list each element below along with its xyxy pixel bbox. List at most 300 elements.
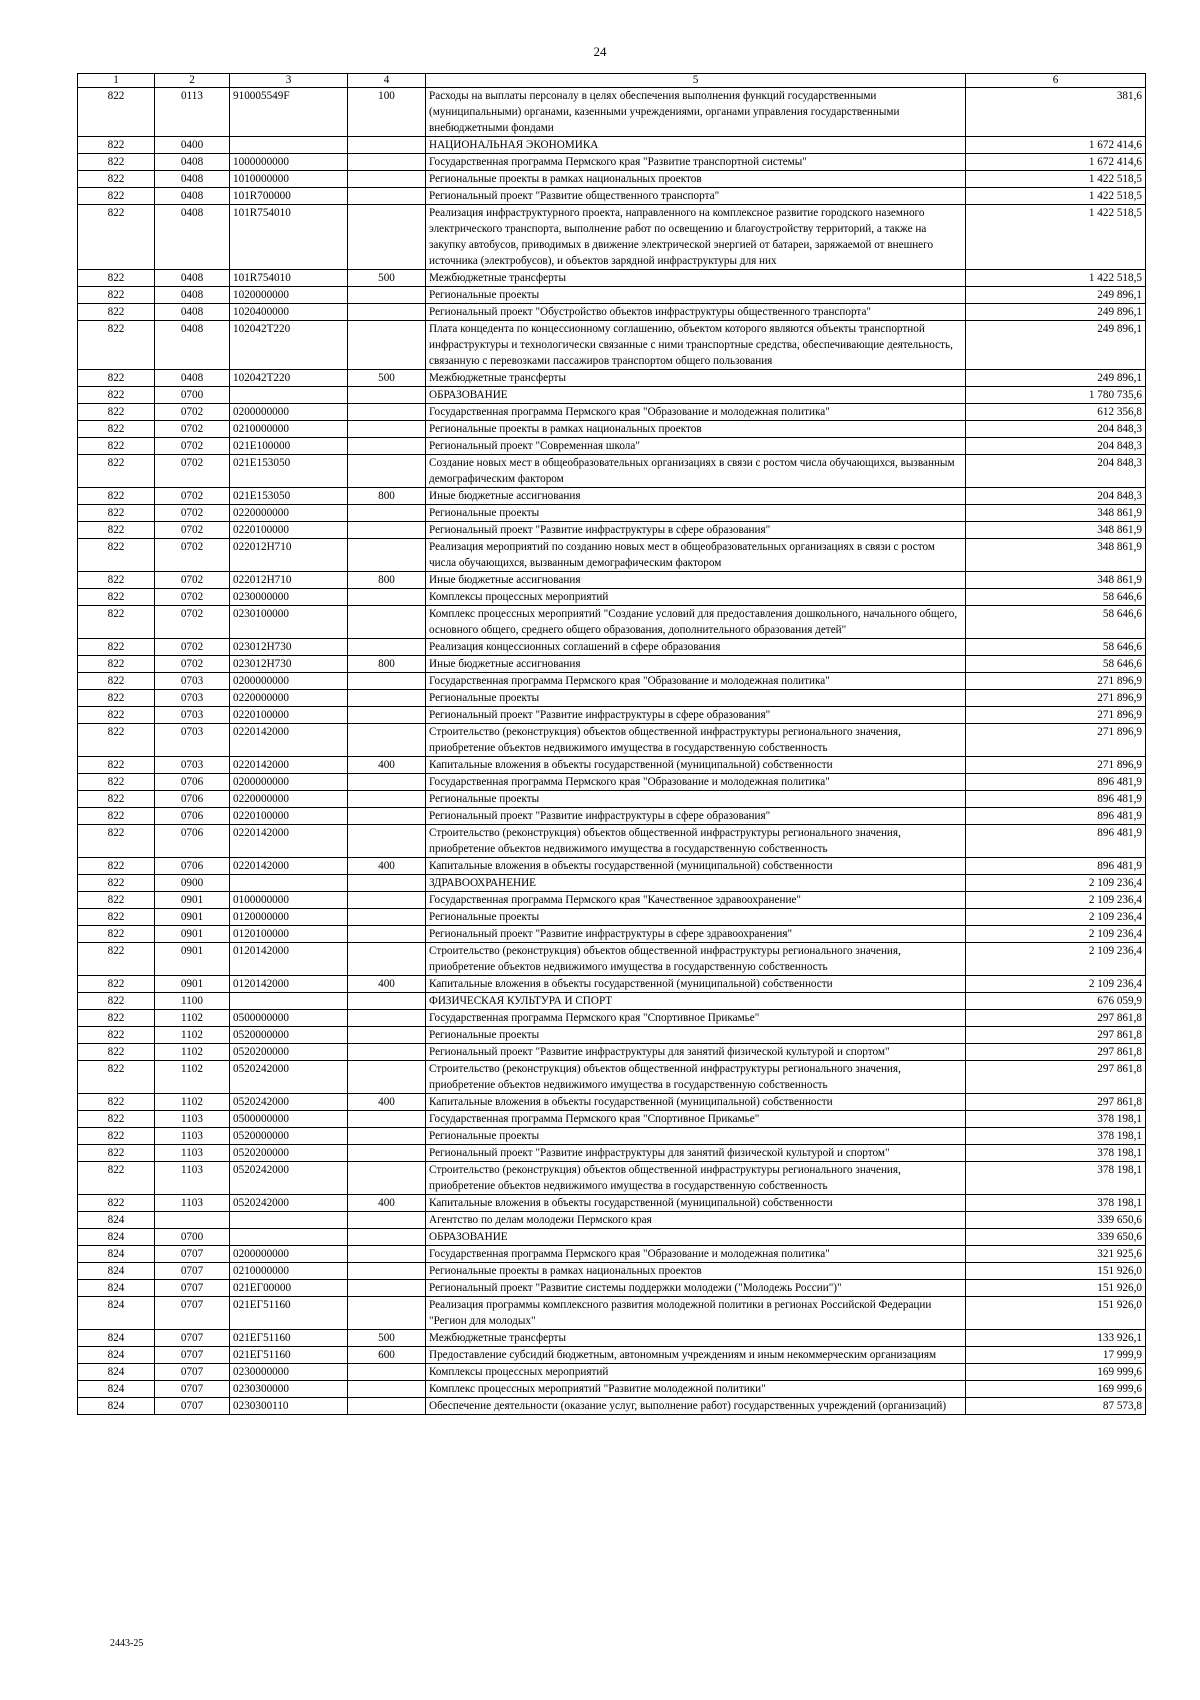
section-code-cell: 0901 <box>155 976 230 993</box>
ministry-code-cell: 822 <box>78 1162 155 1195</box>
ministry-code-cell: 822 <box>78 522 155 539</box>
expense-type-cell <box>348 993 426 1010</box>
ministry-code-cell: 824 <box>78 1297 155 1330</box>
ministry-code-cell: 822 <box>78 690 155 707</box>
ministry-code-cell: 822 <box>78 154 155 171</box>
expense-type-cell <box>348 188 426 205</box>
table-row <box>78 1297 1146 1330</box>
ministry-code-cell: 822 <box>78 976 155 993</box>
target-code-cell: 0200000000 <box>230 404 348 421</box>
description-cell: Государственная программа Пермского края "Образование и молодежная политика" <box>426 774 966 791</box>
expense-type-cell: 100 <box>348 88 426 137</box>
amount-cell: 1 422 518,5 <box>966 171 1146 188</box>
section-code-cell: 0703 <box>155 673 230 690</box>
target-code-cell: 101R700000 <box>230 188 348 205</box>
target-code-cell: 0220100000 <box>230 707 348 724</box>
table-row <box>78 205 1146 270</box>
target-code-cell: 0230000000 <box>230 589 348 606</box>
ministry-code-cell: 822 <box>78 387 155 404</box>
ministry-code-cell: 822 <box>78 188 155 205</box>
expense-type-cell <box>348 1027 426 1044</box>
ministry-code-cell: 822 <box>78 270 155 287</box>
target-code-cell: 021E100000 <box>230 438 348 455</box>
column-number-header: 6 <box>966 74 1146 88</box>
table-row <box>78 321 1146 370</box>
section-code-cell: 0702 <box>155 539 230 572</box>
section-code-cell: 1103 <box>155 1111 230 1128</box>
description-cell: Государственная программа Пермского края "Качественное здравоохранение" <box>426 892 966 909</box>
target-code-cell: 0520242000 <box>230 1061 348 1094</box>
target-code-cell: 0520200000 <box>230 1145 348 1162</box>
description-cell: Иные бюджетные ассигнования <box>426 488 966 505</box>
target-code-cell <box>230 137 348 154</box>
description-cell: Региональные проекты <box>426 287 966 304</box>
section-code-cell: 0408 <box>155 321 230 370</box>
section-code-cell: 0707 <box>155 1246 230 1263</box>
table-body <box>78 88 1146 1415</box>
description-cell: ФИЗИЧЕСКАЯ КУЛЬТУРА И СПОРТ <box>426 993 966 1010</box>
expense-type-cell <box>348 304 426 321</box>
description-cell: Строительство (реконструкция) объектов общественной инфраструктуры регионального значения, приобретение объектов недвижимого имущества в государственную собственность <box>426 943 966 976</box>
amount-cell: 169 999,6 <box>966 1381 1146 1398</box>
section-code-cell: 0706 <box>155 774 230 791</box>
ministry-code-cell: 822 <box>78 1010 155 1027</box>
ministry-code-cell: 822 <box>78 673 155 690</box>
section-code-cell: 0113 <box>155 88 230 137</box>
description-cell: ОБРАЗОВАНИЕ <box>426 1229 966 1246</box>
description-cell: Межбюджетные трансферты <box>426 1330 966 1347</box>
description-cell: Региональный проект "Развитие инфраструктуры в сфере здравоохранения" <box>426 926 966 943</box>
target-code-cell: 0520000000 <box>230 1027 348 1044</box>
document-code: 2443-25 <box>110 1638 144 1649</box>
amount-cell: 1 422 518,5 <box>966 270 1146 287</box>
expense-type-cell <box>348 639 426 656</box>
description-cell: Расходы на выплаты персоналу в целях обеспечения выполнения функций государственными (муниципальными) органами, казенными учреждениями, органами управления государственными внебюджетными фондами <box>426 88 966 137</box>
description-cell: Региональные проекты <box>426 505 966 522</box>
ministry-code-cell: 822 <box>78 639 155 656</box>
description-cell: Региональные проекты в рамках национальных проектов <box>426 421 966 438</box>
expense-type-cell <box>348 421 426 438</box>
description-cell: Региональные проекты в рамках национальных проектов <box>426 171 966 188</box>
target-code-cell: 1010000000 <box>230 171 348 188</box>
ministry-code-cell: 822 <box>78 757 155 774</box>
target-code-cell: 0220000000 <box>230 505 348 522</box>
ministry-code-cell: 822 <box>78 1094 155 1111</box>
section-code-cell: 0707 <box>155 1364 230 1381</box>
amount-cell: 1 422 518,5 <box>966 188 1146 205</box>
description-cell: Реализация программы комплексного развития молодежной политики в регионах Российской Федерации "Регион для молодых" <box>426 1297 966 1330</box>
section-code-cell: 0901 <box>155 943 230 976</box>
table-row <box>78 943 1146 976</box>
column-number-header: 5 <box>426 74 966 88</box>
expense-type-cell <box>348 287 426 304</box>
description-cell: Реализация концессионных соглашений в сфере образования <box>426 639 966 656</box>
section-code-cell: 1100 <box>155 993 230 1010</box>
description-cell: Региональный проект "Развитие инфраструктуры для занятий физической культурой и спортом" <box>426 1145 966 1162</box>
description-cell: Региональный проект "Развитие инфраструктуры в сфере образования" <box>426 808 966 825</box>
section-code-cell: 0702 <box>155 404 230 421</box>
ministry-code-cell: 824 <box>78 1263 155 1280</box>
ministry-code-cell: 822 <box>78 137 155 154</box>
section-code-cell: 0700 <box>155 1229 230 1246</box>
description-cell: Капитальные вложения в объекты государственной (муниципальной) собственности <box>426 1195 966 1212</box>
page-number: 24 <box>593 44 607 59</box>
target-code-cell: 0230100000 <box>230 606 348 639</box>
section-code-cell: 0702 <box>155 606 230 639</box>
amount-cell: 297 861,8 <box>966 1044 1146 1061</box>
section-code-cell: 0706 <box>155 825 230 858</box>
amount-cell: 1 672 414,6 <box>966 137 1146 154</box>
amount-cell: 58 646,6 <box>966 606 1146 639</box>
amount-cell: 339 650,6 <box>966 1229 1146 1246</box>
description-cell: Региональные проекты <box>426 1027 966 1044</box>
amount-cell: 2 109 236,4 <box>966 976 1146 993</box>
table-row <box>78 505 1146 522</box>
table-row <box>78 1010 1146 1027</box>
description-cell: Государственная программа Пермского края "Развитие транспортной системы" <box>426 154 966 171</box>
ministry-code-cell: 822 <box>78 774 155 791</box>
expense-type-cell <box>348 1061 426 1094</box>
amount-cell: 378 198,1 <box>966 1128 1146 1145</box>
section-code-cell: 0408 <box>155 370 230 387</box>
description-cell: Иные бюджетные ассигнования <box>426 656 966 673</box>
expense-type-cell: 500 <box>348 1330 426 1347</box>
table-row <box>78 656 1146 673</box>
section-code-cell: 0707 <box>155 1297 230 1330</box>
ministry-code-cell: 822 <box>78 505 155 522</box>
target-code-cell: 021ЕГ00000 <box>230 1280 348 1297</box>
amount-cell: 2 109 236,4 <box>966 909 1146 926</box>
amount-cell: 1 672 414,6 <box>966 154 1146 171</box>
table-row <box>78 287 1146 304</box>
description-cell: Государственная программа Пермского края "Образование и молодежная политика" <box>426 1246 966 1263</box>
expense-type-cell: 800 <box>348 656 426 673</box>
column-number-row <box>78 74 1146 88</box>
target-code-cell: 0220100000 <box>230 808 348 825</box>
ministry-code-cell: 822 <box>78 438 155 455</box>
expense-type-cell <box>348 875 426 892</box>
table-row <box>78 522 1146 539</box>
target-code-cell: 0230300110 <box>230 1398 348 1415</box>
ministry-code-cell: 824 <box>78 1212 155 1229</box>
section-code-cell: 0703 <box>155 724 230 757</box>
budget-table <box>77 73 1146 1415</box>
ministry-code-cell: 824 <box>78 1381 155 1398</box>
section-code-cell: 1102 <box>155 1094 230 1111</box>
table-row <box>78 438 1146 455</box>
table-row <box>78 387 1146 404</box>
column-number-header: 3 <box>230 74 348 88</box>
description-cell: Капитальные вложения в объекты государственной (муниципальной) собственности <box>426 757 966 774</box>
table-row <box>78 1094 1146 1111</box>
target-code-cell: 0230000000 <box>230 1364 348 1381</box>
amount-cell: 151 926,0 <box>966 1297 1146 1330</box>
target-code-cell: 0120142000 <box>230 943 348 976</box>
table-row <box>78 1027 1146 1044</box>
target-code-cell: 0220142000 <box>230 724 348 757</box>
table-row <box>78 757 1146 774</box>
target-code-cell <box>230 1229 348 1246</box>
target-code-cell: 0220142000 <box>230 757 348 774</box>
table-row <box>78 188 1146 205</box>
expense-type-cell: 400 <box>348 1094 426 1111</box>
section-code-cell: 1103 <box>155 1145 230 1162</box>
table-row <box>78 993 1146 1010</box>
section-code-cell: 0707 <box>155 1280 230 1297</box>
expense-type-cell <box>348 791 426 808</box>
amount-cell: 17 999,9 <box>966 1347 1146 1364</box>
amount-cell: 378 198,1 <box>966 1195 1146 1212</box>
expense-type-cell <box>348 1297 426 1330</box>
expense-type-cell <box>348 1229 426 1246</box>
amount-cell: 896 481,9 <box>966 774 1146 791</box>
section-code-cell: 0706 <box>155 808 230 825</box>
description-cell: Государственная программа Пермского края "Спортивное Прикамье" <box>426 1010 966 1027</box>
section-code-cell: 0702 <box>155 505 230 522</box>
section-code-cell: 0703 <box>155 707 230 724</box>
amount-cell: 271 896,9 <box>966 724 1146 757</box>
table-row <box>78 1111 1146 1128</box>
ministry-code-cell: 822 <box>78 875 155 892</box>
section-code-cell: 0703 <box>155 690 230 707</box>
section-code-cell: 0901 <box>155 909 230 926</box>
ministry-code-cell: 822 <box>78 572 155 589</box>
target-code-cell <box>230 993 348 1010</box>
table-row <box>78 875 1146 892</box>
target-code-cell <box>230 1212 348 1229</box>
ministry-code-cell: 822 <box>78 421 155 438</box>
section-code-cell: 0400 <box>155 137 230 154</box>
table-row <box>78 572 1146 589</box>
section-code-cell: 0408 <box>155 205 230 270</box>
section-code-cell: 0706 <box>155 791 230 808</box>
section-code-cell: 0702 <box>155 589 230 606</box>
section-code-cell: 0702 <box>155 438 230 455</box>
table-row <box>78 724 1146 757</box>
description-cell: Реализация инфраструктурного проекта, направленного на комплексное развитие городского наземного электрического транспорта, выполнение работ по освещению и благоустройству территорий, а также на закупку автобусов, приводимых в движение электрической энергией от батареи, заряжаемой от внешнего источника (электробусов), и объектов зарядной инфраструктуры для них <box>426 205 966 270</box>
section-code-cell: 0901 <box>155 892 230 909</box>
amount-cell: 297 861,8 <box>966 1061 1146 1094</box>
ministry-code-cell: 822 <box>78 909 155 926</box>
table-row <box>78 488 1146 505</box>
amount-cell: 133 926,1 <box>966 1330 1146 1347</box>
description-cell: Региональные проекты в рамках национальных проектов <box>426 1263 966 1280</box>
amount-cell: 169 999,6 <box>966 1364 1146 1381</box>
amount-cell: 249 896,1 <box>966 304 1146 321</box>
description-cell: Комплексы процессных мероприятий <box>426 589 966 606</box>
section-code-cell: 0408 <box>155 287 230 304</box>
description-cell: Межбюджетные трансферты <box>426 370 966 387</box>
expense-type-cell <box>348 137 426 154</box>
description-cell: Региональные проекты <box>426 909 966 926</box>
amount-cell: 297 861,8 <box>966 1094 1146 1111</box>
table-row <box>78 791 1146 808</box>
expense-type-cell <box>348 387 426 404</box>
expense-type-cell <box>348 926 426 943</box>
expense-type-cell: 400 <box>348 1195 426 1212</box>
amount-cell: 612 356,8 <box>966 404 1146 421</box>
expense-type-cell <box>348 539 426 572</box>
amount-cell: 2 109 236,4 <box>966 926 1146 943</box>
target-code-cell: 0200000000 <box>230 673 348 690</box>
table-row <box>78 825 1146 858</box>
expense-type-cell: 500 <box>348 270 426 287</box>
ministry-code-cell: 822 <box>78 1111 155 1128</box>
expense-type-cell <box>348 171 426 188</box>
section-code-cell <box>155 1212 230 1229</box>
expense-type-cell: 400 <box>348 757 426 774</box>
table-row <box>78 1044 1146 1061</box>
expense-type-cell <box>348 606 426 639</box>
section-code-cell: 0707 <box>155 1263 230 1280</box>
expense-type-cell: 800 <box>348 572 426 589</box>
target-code-cell: 101R754010 <box>230 205 348 270</box>
target-code-cell: 0520200000 <box>230 1044 348 1061</box>
description-cell: Региональный проект "Развитие инфраструктуры в сфере образования" <box>426 522 966 539</box>
ministry-code-cell: 822 <box>78 321 155 370</box>
ministry-code-cell: 822 <box>78 825 155 858</box>
target-code-cell: 0220000000 <box>230 791 348 808</box>
expense-type-cell <box>348 205 426 270</box>
table-row <box>78 1263 1146 1280</box>
amount-cell: 378 198,1 <box>966 1111 1146 1128</box>
table-row <box>78 1128 1146 1145</box>
amount-cell: 297 861,8 <box>966 1027 1146 1044</box>
section-code-cell: 1102 <box>155 1010 230 1027</box>
amount-cell: 321 925,6 <box>966 1246 1146 1263</box>
expense-type-cell <box>348 1145 426 1162</box>
ministry-code-cell: 822 <box>78 1061 155 1094</box>
description-cell: Обеспечение деятельности (оказание услуг, выполнение работ) государственных учреждений (организаций) <box>426 1398 966 1415</box>
section-code-cell: 1103 <box>155 1162 230 1195</box>
section-code-cell: 1102 <box>155 1027 230 1044</box>
expense-type-cell <box>348 1212 426 1229</box>
amount-cell: 896 481,9 <box>966 791 1146 808</box>
target-code-cell: 102042T220 <box>230 370 348 387</box>
table-row <box>78 1229 1146 1246</box>
table-row <box>78 455 1146 488</box>
description-cell: НАЦИОНАЛЬНАЯ ЭКОНОМИКА <box>426 137 966 154</box>
table-row <box>78 589 1146 606</box>
target-code-cell: 0230300000 <box>230 1381 348 1398</box>
target-code-cell: 1000000000 <box>230 154 348 171</box>
amount-cell: 896 481,9 <box>966 825 1146 858</box>
amount-cell: 1 422 518,5 <box>966 205 1146 270</box>
ministry-code-cell: 822 <box>78 455 155 488</box>
target-code-cell: 0520242000 <box>230 1195 348 1212</box>
ministry-code-cell: 822 <box>78 656 155 673</box>
description-cell: Предоставление субсидий бюджетным, автономным учреждениям и иным некоммерческим организациям <box>426 1347 966 1364</box>
target-code-cell: 0220000000 <box>230 690 348 707</box>
table-row <box>78 976 1146 993</box>
table-row <box>78 421 1146 438</box>
expense-type-cell <box>348 825 426 858</box>
column-number-header: 1 <box>78 74 155 88</box>
section-code-cell: 0707 <box>155 1398 230 1415</box>
expense-type-cell <box>348 455 426 488</box>
amount-cell: 151 926,0 <box>966 1280 1146 1297</box>
amount-cell: 348 861,9 <box>966 505 1146 522</box>
target-code-cell <box>230 875 348 892</box>
section-code-cell: 0702 <box>155 421 230 438</box>
expense-type-cell <box>348 1246 426 1263</box>
expense-type-cell <box>348 892 426 909</box>
description-cell: ОБРАЗОВАНИЕ <box>426 387 966 404</box>
ministry-code-cell: 822 <box>78 205 155 270</box>
amount-cell: 348 861,9 <box>966 522 1146 539</box>
section-code-cell: 0408 <box>155 304 230 321</box>
target-code-cell: 0120000000 <box>230 909 348 926</box>
amount-cell: 204 848,3 <box>966 438 1146 455</box>
target-code-cell: 021E153050 <box>230 488 348 505</box>
ministry-code-cell: 822 <box>78 287 155 304</box>
table-row <box>78 639 1146 656</box>
amount-cell: 297 861,8 <box>966 1010 1146 1027</box>
target-code-cell: 0520242000 <box>230 1094 348 1111</box>
table-row <box>78 1280 1146 1297</box>
description-cell: Строительство (реконструкция) объектов общественной инфраструктуры регионального значения, приобретение объектов недвижимого имущества в государственную собственность <box>426 1162 966 1195</box>
description-cell: Плата концедента по концессионному соглашению, объектом которого являются объекты транспортной инфраструктуры и технологически связанные с ними транспортные средства, обеспечивающие деятельность, связанную с перевозками пассажиров транспортом общего пользования <box>426 321 966 370</box>
section-code-cell: 0702 <box>155 488 230 505</box>
description-cell: Комплексы процессных мероприятий <box>426 1364 966 1381</box>
amount-cell: 348 861,9 <box>966 539 1146 572</box>
expense-type-cell <box>348 154 426 171</box>
table-row <box>78 88 1146 137</box>
description-cell: Региональные проекты <box>426 1128 966 1145</box>
expense-type-cell <box>348 1364 426 1381</box>
target-code-cell: 022012H710 <box>230 572 348 589</box>
expense-type-cell: 400 <box>348 858 426 875</box>
expense-type-cell <box>348 774 426 791</box>
table-row <box>78 171 1146 188</box>
amount-cell: 249 896,1 <box>966 370 1146 387</box>
ministry-code-cell: 822 <box>78 1044 155 1061</box>
description-cell: Государственная программа Пермского края "Образование и молодежная политика" <box>426 673 966 690</box>
expense-type-cell <box>348 1263 426 1280</box>
amount-cell: 58 646,6 <box>966 639 1146 656</box>
section-code-cell: 0702 <box>155 455 230 488</box>
target-code-cell: 0520242000 <box>230 1162 348 1195</box>
ministry-code-cell: 822 <box>78 539 155 572</box>
amount-cell: 896 481,9 <box>966 808 1146 825</box>
expense-type-cell <box>348 404 426 421</box>
ministry-code-cell: 822 <box>78 304 155 321</box>
amount-cell: 676 059,9 <box>966 993 1146 1010</box>
table-row <box>78 304 1146 321</box>
ministry-code-cell: 822 <box>78 1027 155 1044</box>
section-code-cell: 1102 <box>155 1061 230 1094</box>
ministry-code-cell: 822 <box>78 892 155 909</box>
column-number-header: 2 <box>155 74 230 88</box>
amount-cell: 2 109 236,4 <box>966 892 1146 909</box>
ministry-code-cell: 824 <box>78 1330 155 1347</box>
section-code-cell: 0702 <box>155 522 230 539</box>
ministry-code-cell: 822 <box>78 370 155 387</box>
table-row <box>78 270 1146 287</box>
description-cell: Капитальные вложения в объекты государственной (муниципальной) собственности <box>426 1094 966 1111</box>
table-row <box>78 606 1146 639</box>
ministry-code-cell: 822 <box>78 1195 155 1212</box>
expense-type-cell <box>348 1010 426 1027</box>
section-code-cell: 0707 <box>155 1381 230 1398</box>
amount-cell: 378 198,1 <box>966 1162 1146 1195</box>
description-cell: Государственная программа Пермского края "Спортивное Прикамье" <box>426 1111 966 1128</box>
table-row <box>78 808 1146 825</box>
ministry-code-cell: 822 <box>78 724 155 757</box>
expense-type-cell <box>348 909 426 926</box>
expense-type-cell <box>348 707 426 724</box>
ministry-code-cell: 822 <box>78 943 155 976</box>
